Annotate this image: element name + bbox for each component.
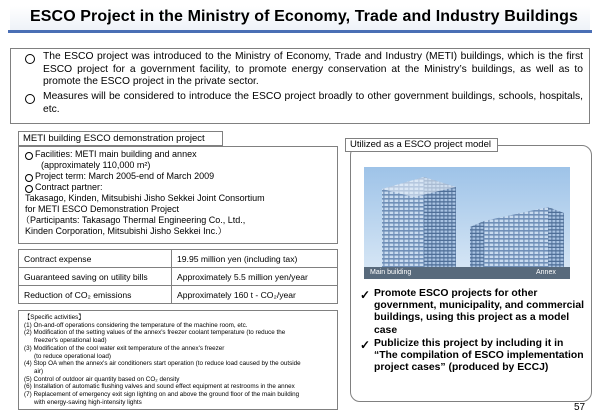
table-cell-value: 19.95 million yen (including tax) [172, 250, 338, 268]
activity-item: (2) Modification of the setting values of the annex's freezer coolant temperature (to reduce the [24, 329, 286, 337]
partner-line-4: Kinden Corporation, Mitsubishi Jisho Sekkei Inc.） [25, 226, 227, 236]
table-cell-label: Guaranteed saving on utility bills [19, 268, 172, 286]
activity-item-cont: with energy-saving high-intensity lights [34, 398, 142, 406]
photo-label-main: Main building [370, 269, 412, 276]
table-cell-value: Approximately 160 t - CO₂/year [172, 286, 338, 304]
photo-label-annex: Annex [536, 269, 556, 276]
partner-line-2: for METI ESCO Demonstration Project [25, 204, 180, 214]
activity-item: (6) Installation of automatic flushing valves and sound effect equipment at restrooms in the annex [24, 383, 295, 391]
table-row [19, 268, 338, 286]
circle-bullet-icon [25, 185, 33, 193]
table-row [19, 250, 338, 268]
checkmark-icon: ✓ [360, 338, 371, 352]
activity-item-cont: air) [34, 367, 44, 375]
project-term: Project term: March 2005-end of March 2009 [35, 171, 215, 181]
activity-item: (7) Replacement of emergency exit sign lighting on and above the ground floor of the main building [24, 391, 300, 399]
facilities-text: Facilities: METI main building and annex [35, 149, 197, 159]
facilities-area: (approximately 110,000 m²) [41, 160, 151, 170]
circle-bullet-icon [25, 54, 35, 64]
partner-line-3: （Participants: Takasago Thermal Engineering Co., Ltd., [21, 215, 246, 225]
activity-item: (4) Stop OA when the annex's air conditioners start operation (to reduce load caused by the outside [24, 360, 301, 368]
title-underline [8, 30, 592, 33]
table-cell-label: Reduction of CO₂ emissions [19, 286, 172, 304]
partner-line-1: Takasago, Kinden, Mitsubishi Jisho Sekkei Joint Consortium [25, 193, 265, 203]
activity-item-cont: (to reduce operational load) [34, 352, 112, 360]
model-label: Utilized as a ESCO project model [345, 138, 498, 152]
specific-activities-box [18, 310, 338, 410]
contract-partner-label: Contract partner: [35, 182, 103, 192]
activity-item: (1) On-and-off operations considering the temperature of the machine room, etc. [24, 321, 248, 329]
demo-project-box [18, 146, 338, 244]
demo-project-label: METI building ESCO demonstration project [18, 131, 223, 146]
intro-bullet-2: Measures will be considered to introduce the ESCO project broadly to other government buildings, schools, hospitals, etc. [43, 91, 583, 115]
page-number: 57 [574, 402, 586, 413]
buildings-photo [364, 167, 570, 279]
intro-bullet-1: The ESCO project was introduced to the Ministry of Economy, Trade and Industry (METI) buildings, which is the first ESCO project for a government facility, to promote energy conservation at the Ministry’s buildings, as well as to promote the ESCO project in the private sector. [43, 51, 583, 88]
table-row [19, 286, 338, 304]
circle-bullet-icon [25, 94, 35, 104]
activity-item-cont: freezer's operational load) [34, 337, 107, 345]
contract-table [18, 249, 338, 304]
activity-item: (3) Modification of the cool water exit temperature of the annex's freezer [24, 344, 225, 352]
table-cell-value: Approximately 5.5 million yen/year [172, 268, 338, 286]
table-cell-label: Contract expense [19, 250, 172, 268]
model-point-2: Publicize this project by including it in “The compilation of ESCO implementation project cases” (produced by ECCJ) [374, 338, 584, 374]
buildings-illustration [364, 167, 570, 279]
checkmark-icon: ✓ [360, 288, 371, 302]
model-point-1: Promote ESCO projects for other government, municipality, and commercial buildings, using this project as a model case [374, 288, 584, 336]
circle-bullet-icon [25, 174, 33, 182]
intro-box [10, 48, 590, 124]
page-title: ESCO Project in the Ministry of Economy, Trade and Industry Buildings [30, 8, 579, 25]
activities-heading: 【Specific activities】 [24, 314, 85, 321]
activity-item: (5) Control of outdoor air quantity based on CO₂ density [24, 375, 180, 383]
circle-bullet-icon [25, 152, 33, 160]
